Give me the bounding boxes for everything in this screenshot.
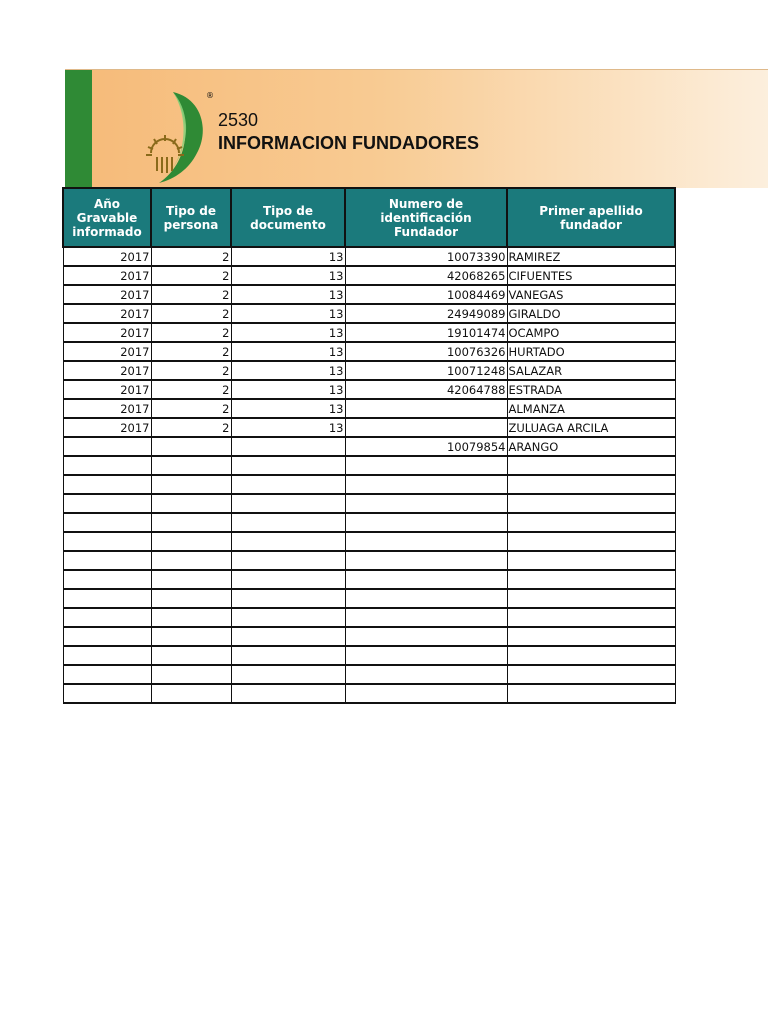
cell-tipo-documento[interactable] [231,646,345,665]
table-row [63,418,675,437]
cell-numero-identificacion[interactable] [345,418,507,437]
table-body [63,247,675,703]
column-header-numero-identificacion: Numero de identificación Fundador [345,188,507,247]
cell-primer-apellido[interactable] [507,532,675,551]
cell-ano-gravable[interactable] [63,627,151,646]
cell-ano-gravable[interactable]: 2017 [63,323,151,342]
cell-primer-apellido[interactable] [507,589,675,608]
table-row [63,608,675,627]
cell-tipo-persona[interactable] [151,570,231,589]
cell-tipo-documento[interactable]: 13 [231,247,345,266]
cell-numero-identificacion[interactable] [345,646,507,665]
cell-primer-apellido[interactable] [507,551,675,570]
table-row [63,665,675,684]
cell-numero-identificacion[interactable] [345,399,507,418]
cell-tipo-persona[interactable] [151,513,231,532]
cell-ano-gravable[interactable] [63,551,151,570]
cell-tipo-persona[interactable]: 2 [151,418,231,437]
cell-primer-apellido[interactable]: ALMANZA [507,399,675,418]
cell-tipo-persona[interactable] [151,456,231,475]
cell-tipo-persona[interactable]: 2 [151,247,231,266]
cell-tipo-persona[interactable]: 2 [151,285,231,304]
column-header-tipo-documento: Tipo de documento [231,188,345,247]
cell-ano-gravable[interactable] [63,456,151,475]
table-row [63,361,675,380]
table-row [63,456,675,475]
cell-primer-apellido[interactable] [507,608,675,627]
cell-ano-gravable[interactable]: 2017 [63,361,151,380]
cell-tipo-documento[interactable]: 13 [231,418,345,437]
cell-ano-gravable[interactable] [63,608,151,627]
table-row [63,532,675,551]
cell-numero-identificacion[interactable]: 10076326 [345,342,507,361]
cell-tipo-documento[interactable]: 13 [231,380,345,399]
cell-numero-identificacion[interactable] [345,684,507,703]
column-header-primer-apellido: Primer apellido fundador [507,188,675,247]
table-row [63,285,675,304]
cell-primer-apellido[interactable] [507,684,675,703]
cell-primer-apellido[interactable] [507,456,675,475]
cell-tipo-persona[interactable] [151,437,231,456]
cell-tipo-documento[interactable] [231,532,345,551]
cell-tipo-documento[interactable]: 13 [231,361,345,380]
cell-numero-identificacion[interactable]: 42064788 [345,380,507,399]
cell-ano-gravable[interactable]: 2017 [63,399,151,418]
cell-tipo-documento[interactable] [231,570,345,589]
cell-ano-gravable[interactable]: 2017 [63,247,151,266]
table-row [63,323,675,342]
cell-tipo-persona[interactable] [151,494,231,513]
form-number: 2530 [218,110,259,130]
cell-ano-gravable[interactable]: 2017 [63,285,151,304]
form-banner [65,69,768,188]
cell-ano-gravable[interactable]: 2017 [63,380,151,399]
cell-primer-apellido[interactable] [507,494,675,513]
cell-numero-identificacion[interactable] [345,475,507,494]
cell-ano-gravable[interactable] [63,532,151,551]
cell-primer-apellido[interactable] [507,513,675,532]
table-row [63,437,675,456]
cell-primer-apellido[interactable] [507,646,675,665]
table-row [63,589,675,608]
table-row [63,247,675,266]
table-row [63,551,675,570]
cell-ano-gravable[interactable] [63,494,151,513]
table-row [63,475,675,494]
table-row [63,399,675,418]
table-row [63,570,675,589]
cell-primer-apellido[interactable]: GIRALDO [507,304,675,323]
cell-tipo-persona[interactable] [151,684,231,703]
table-row [63,342,675,361]
cell-tipo-persona[interactable] [151,475,231,494]
cell-tipo-persona[interactable] [151,608,231,627]
banner-green-stripe [65,70,92,188]
table-row [63,684,675,703]
table-header-row [63,188,675,247]
cell-tipo-persona[interactable] [151,646,231,665]
cell-primer-apellido[interactable]: VANEGAS [507,285,675,304]
cell-primer-apellido[interactable]: ARANGO [507,437,675,456]
cell-tipo-persona[interactable] [151,665,231,684]
cell-ano-gravable[interactable]: 2017 [63,418,151,437]
cell-numero-identificacion[interactable]: 24949089 [345,304,507,323]
cell-tipo-persona[interactable]: 2 [151,399,231,418]
cell-numero-identificacion[interactable] [345,513,507,532]
cell-tipo-persona[interactable]: 2 [151,380,231,399]
cell-numero-identificacion[interactable] [345,589,507,608]
cell-ano-gravable[interactable]: 2017 [63,342,151,361]
table-row [63,494,675,513]
cell-tipo-documento[interactable] [231,494,345,513]
cell-primer-apellido[interactable] [507,627,675,646]
cell-tipo-persona[interactable]: 2 [151,323,231,342]
cell-ano-gravable[interactable] [63,513,151,532]
cell-primer-apellido[interactable]: ESTRADA [507,380,675,399]
cell-primer-apellido[interactable]: ZULUAGA ARCILA [507,418,675,437]
cell-ano-gravable[interactable] [63,570,151,589]
cell-tipo-persona[interactable] [151,532,231,551]
cell-numero-identificacion[interactable] [345,627,507,646]
cell-tipo-documento[interactable] [231,684,345,703]
cell-ano-gravable[interactable]: 2017 [63,266,151,285]
cell-ano-gravable[interactable] [63,437,151,456]
cell-primer-apellido[interactable]: RAMIREZ [507,247,675,266]
registered-mark: ® [206,91,214,100]
cell-tipo-persona[interactable]: 2 [151,266,231,285]
cell-tipo-persona[interactable] [151,551,231,570]
cell-tipo-documento[interactable]: 13 [231,323,345,342]
cell-tipo-documento[interactable] [231,513,345,532]
cell-numero-identificacion[interactable]: 19101474 [345,323,507,342]
cell-numero-identificacion[interactable]: 10071248 [345,361,507,380]
cell-tipo-documento[interactable] [231,475,345,494]
cell-tipo-documento[interactable]: 13 [231,304,345,323]
founders-table [62,187,676,704]
cell-ano-gravable[interactable] [63,589,151,608]
cell-primer-apellido[interactable] [507,475,675,494]
cell-tipo-documento[interactable] [231,456,345,475]
table-row [63,646,675,665]
cell-numero-identificacion[interactable] [345,608,507,627]
table-header [63,188,675,247]
cell-numero-identificacion[interactable] [345,494,507,513]
cell-primer-apellido[interactable]: HURTADO [507,342,675,361]
cell-numero-identificacion[interactable] [345,665,507,684]
cell-ano-gravable[interactable]: 2017 [63,304,151,323]
cell-tipo-persona[interactable]: 2 [151,361,231,380]
cell-numero-identificacion[interactable]: 10084469 [345,285,507,304]
cell-tipo-documento[interactable] [231,665,345,684]
cell-numero-identificacion[interactable] [345,532,507,551]
cell-tipo-documento[interactable] [231,437,345,456]
cell-primer-apellido[interactable] [507,665,675,684]
cell-numero-identificacion[interactable]: 42068265 [345,266,507,285]
cell-numero-identificacion[interactable] [345,551,507,570]
cell-numero-identificacion[interactable] [345,456,507,475]
cell-tipo-documento[interactable] [231,551,345,570]
cell-tipo-documento[interactable]: 13 [231,285,345,304]
column-header-ano-gravable: Año Gravable informado [63,188,151,247]
table-row [63,266,675,285]
cell-tipo-documento[interactable]: 13 [231,266,345,285]
cell-tipo-documento[interactable]: 13 [231,342,345,361]
cell-numero-identificacion[interactable] [345,570,507,589]
cell-ano-gravable[interactable] [63,684,151,703]
table-row [63,380,675,399]
cell-tipo-documento[interactable]: 13 [231,399,345,418]
cell-tipo-documento[interactable] [231,589,345,608]
column-header-tipo-persona: Tipo de persona [151,188,231,247]
cell-primer-apellido[interactable]: SALAZAR [507,361,675,380]
cell-tipo-documento[interactable] [231,627,345,646]
cell-tipo-documento[interactable] [231,608,345,627]
cell-primer-apellido[interactable] [507,570,675,589]
cell-ano-gravable[interactable] [63,475,151,494]
form-title: INFORMACION FUNDADORES [218,133,479,153]
cell-primer-apellido[interactable]: CIFUENTES [507,266,675,285]
cell-numero-identificacion[interactable]: 10079854 [345,437,507,456]
cell-ano-gravable[interactable] [63,665,151,684]
table-row [63,627,675,646]
table-row [63,304,675,323]
cell-numero-identificacion[interactable]: 10073390 [345,247,507,266]
cell-tipo-persona[interactable]: 2 [151,342,231,361]
cell-ano-gravable[interactable] [63,646,151,665]
dian-logo-icon [145,87,217,187]
cell-tipo-persona[interactable] [151,589,231,608]
cell-tipo-persona[interactable]: 2 [151,304,231,323]
cell-tipo-persona[interactable] [151,627,231,646]
table-row [63,513,675,532]
cell-primer-apellido[interactable]: OCAMPO [507,323,675,342]
